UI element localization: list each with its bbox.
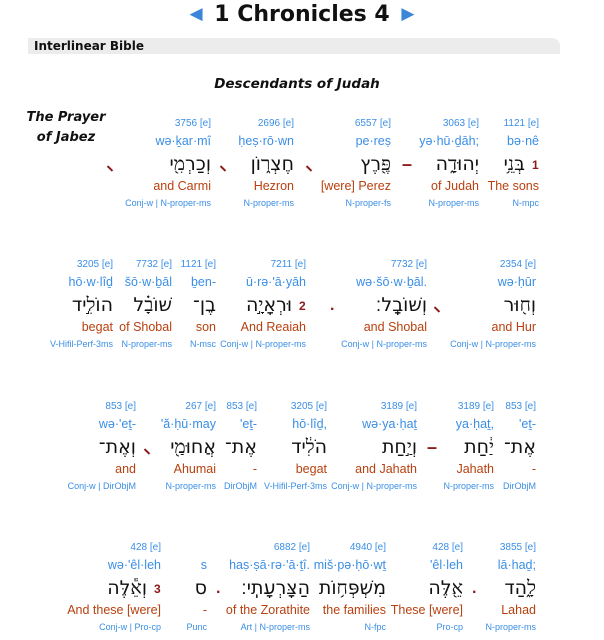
strong-number-link[interactable]: 7732 [e]	[390, 259, 427, 270]
strong-number-link[interactable]: 1121 [e]	[503, 118, 539, 129]
comma-separator	[107, 165, 113, 171]
section-bar-label: Interlinear Bible	[34, 39, 145, 53]
english-gloss: the families	[322, 603, 386, 617]
hebrew-word[interactable]: אֵ֖לֶּה	[428, 577, 463, 599]
transliteration: hō·lîḏ,	[292, 417, 327, 431]
hebrew-word[interactable]: אֶת־	[503, 436, 536, 458]
english-gloss: The sons	[487, 179, 539, 193]
transliteration: wə·'êl·leh	[107, 558, 161, 572]
comma-separator	[434, 306, 440, 312]
hebrew-word[interactable]: הֹלִ֔יד	[291, 436, 327, 458]
dash-separator: –	[402, 154, 413, 174]
english-gloss: of Judah	[431, 179, 479, 193]
hebrew-word[interactable]: מִשְׁפְּח֥וֹת	[318, 577, 386, 599]
strong-number-link[interactable]: 267 [e]	[185, 401, 216, 412]
transliteration: haṣ·ṣā·rə·'ā·ṯî.	[229, 558, 310, 572]
hebrew-word[interactable]: וְיַ֣חַת	[381, 436, 417, 458]
strong-number-link[interactable]: 428 [e]	[130, 542, 161, 553]
morphology-link[interactable]: N-proper-ms	[443, 481, 494, 491]
transliteration: 'eṯ-	[519, 417, 536, 431]
morphology-link[interactable]: Conj-w | N-proper-ms	[341, 339, 427, 349]
hebrew-word[interactable]: וְאֵ֕לֶּה	[107, 577, 147, 599]
previous-chapter-icon[interactable]: ◀	[189, 4, 203, 24]
next-chapter-icon[interactable]: ▶	[401, 4, 415, 24]
hebrew-word[interactable]: וְאֶת־	[98, 436, 136, 458]
comma-separator	[306, 165, 312, 171]
strong-number-link[interactable]: 6882 [e]	[273, 542, 310, 553]
hebrew-word[interactable]: לָ֑הַד	[504, 577, 536, 599]
strong-number-link[interactable]: 3756 [e]	[174, 118, 211, 129]
transliteration: 'eṯ-	[240, 417, 257, 431]
section-bar	[28, 38, 560, 54]
hebrew-word[interactable]: יַ֔חַת	[464, 436, 494, 458]
morphology-link[interactable]: N-fpc	[364, 622, 386, 632]
chapter-title-text: 1 Chronicles 4	[214, 2, 390, 27]
morphology-link[interactable]: N-proper-ms	[485, 622, 536, 632]
strong-number-link[interactable]: 428 [e]	[432, 542, 463, 553]
strong-number-link[interactable]: 7211 [e]	[270, 259, 306, 270]
strong-number-link[interactable]: 3855 [e]	[499, 542, 536, 553]
transliteration: wə·ya·ḥaṯ	[362, 417, 417, 431]
strong-number-link[interactable]: 853 [e]	[105, 401, 136, 412]
english-gloss: And these [were]	[67, 603, 161, 617]
hebrew-word[interactable]: בְּנֵ֥י	[503, 153, 525, 175]
transliteration: ḇen-	[190, 275, 216, 289]
transliteration: yə·hū·ḏāh;	[419, 134, 479, 148]
morphology-link[interactable]: DirObjM	[503, 481, 536, 491]
hebrew-word[interactable]: חֶצְר֑וֹן	[250, 153, 294, 175]
strong-number-link[interactable]: 7732 [e]	[135, 259, 172, 270]
dash-separator: –	[427, 437, 438, 457]
morphology-link[interactable]: V-Hifil-Perf-3ms	[49, 339, 113, 349]
morphology-link[interactable]: Conj-w | N-proper-ms	[450, 339, 536, 349]
strong-number-link[interactable]: 1121 [e]	[180, 259, 216, 270]
morphology-link[interactable]: Conj-w | N-proper-ms	[125, 198, 211, 208]
side-heading: The Prayer of Jabez	[26, 110, 106, 145]
period-separator: .	[330, 297, 335, 314]
transliteration: wə·ḵar·mî	[155, 134, 211, 148]
verse-number[interactable]: 3	[154, 582, 161, 596]
transliteration: bə·nê	[507, 134, 539, 148]
transliteration: lā·haḏ;	[497, 558, 536, 572]
english-gloss: begat	[295, 462, 327, 476]
verse-number[interactable]: 2	[299, 299, 306, 313]
transliteration: wə·ḥūr	[497, 275, 536, 289]
morphology-link[interactable]: DirObjM	[224, 481, 257, 491]
transliteration: 'ă·ḥū·may	[160, 417, 216, 431]
comma-separator	[220, 165, 226, 171]
passage-heading: Descendants of Judah	[214, 76, 380, 92]
verse-number[interactable]: 1	[532, 158, 539, 172]
morphology-link[interactable]: Art | N-proper-ms	[240, 622, 310, 632]
english-gloss: Hezron	[253, 179, 294, 193]
hebrew-word[interactable]: וּרְאָיָ֣ה	[246, 294, 292, 316]
strong-number-link[interactable]: 3205 [e]	[290, 401, 327, 412]
morphology-link[interactable]: N-msc	[190, 339, 216, 349]
transliteration: ū·rə·'ā·yāh	[245, 275, 306, 289]
hebrew-word[interactable]: וְכַרְמִ֖י	[169, 153, 211, 175]
transliteration: hō·w·lîḏ	[68, 275, 113, 289]
transliteration: s	[200, 558, 207, 572]
morphology-link[interactable]: N-proper-ms	[428, 198, 479, 208]
transliteration: wə·'eṯ-	[98, 417, 136, 431]
morphology-link[interactable]: V-Hifil-Perf-3ms	[263, 481, 327, 491]
english-gloss: Ahumai	[173, 462, 216, 476]
english-gloss: of Shobal	[119, 320, 172, 334]
strong-number-link[interactable]: 3063 [e]	[442, 118, 479, 129]
strong-number-link[interactable]: 6557 [e]	[354, 118, 391, 129]
strong-number-link[interactable]: 4940 [e]	[349, 542, 386, 553]
morphology-link[interactable]: N-proper-ms	[165, 481, 216, 491]
english-gloss: and Hur	[491, 320, 536, 334]
english-gloss: and	[115, 462, 136, 476]
hebrew-word[interactable]: וְח֖וּר	[503, 294, 536, 316]
hebrew-word[interactable]: אֶת־	[224, 436, 257, 458]
morphology-link[interactable]: Conj-w | N-proper-ms	[220, 339, 306, 349]
strong-number-link[interactable]: 2696 [e]	[257, 118, 294, 129]
strong-number-link[interactable]: 3189 [e]	[457, 401, 494, 412]
english-gloss: These [were]	[390, 603, 463, 617]
english-gloss: and Jahath	[355, 462, 417, 476]
morphology-link[interactable]: Conj-w | DirObjM	[67, 481, 136, 491]
transliteration: šō·w·ḇāl	[124, 275, 172, 289]
transliteration: wə·šō·w·ḇāl.	[356, 275, 427, 289]
hebrew-word[interactable]: ס	[194, 577, 207, 599]
morphology-link[interactable]: Punc	[186, 622, 207, 632]
english-gloss: -	[531, 462, 536, 476]
hebrew-word[interactable]: וְשׁוֹבָֽל׃	[375, 294, 427, 316]
hebrew-word[interactable]: בֶן־	[192, 294, 216, 316]
morphology-link[interactable]: N-mpc	[512, 198, 539, 208]
hebrew-word[interactable]: אֲחוּמַ֖י	[170, 436, 216, 458]
english-gloss: [were] Perez	[320, 179, 391, 193]
period-separator: .	[216, 580, 221, 597]
english-gloss: and Shobal	[363, 320, 427, 334]
hebrew-word[interactable]: שׁוֹבָ֗ל	[133, 294, 172, 316]
morphology-link[interactable]: N-proper-ms	[121, 339, 172, 349]
hebrew-word[interactable]: פֶּ֖רֶץ	[360, 153, 391, 175]
transliteration: ḥeṣ·rō·wn	[238, 134, 294, 148]
transliteration: 'êl·leh	[430, 558, 463, 572]
period-separator: .	[472, 580, 477, 597]
english-gloss: of the Zorathite	[225, 603, 310, 617]
strong-number-link[interactable]: 853 [e]	[505, 401, 536, 412]
strong-number-link[interactable]: 3205 [e]	[76, 259, 113, 270]
transliteration: pe·reṣ	[355, 134, 391, 148]
chapter-title	[0, 2, 604, 27]
hebrew-word[interactable]: הַצָּרְעָתִֽי׃	[241, 577, 310, 599]
morphology-link[interactable]: N-proper-ms	[243, 198, 294, 208]
english-gloss: And Reaiah	[240, 320, 306, 334]
transliteration: ya·ḥaṯ,	[455, 417, 494, 431]
english-gloss: -	[202, 603, 207, 617]
morphology-link[interactable]: Conj-w | Pro-cp	[99, 622, 161, 632]
transliteration: miš·pə·ḥō·wṯ	[313, 558, 386, 572]
hebrew-word[interactable]: יְהוּדָ֑ה	[435, 153, 479, 175]
morphology-link[interactable]: Conj-w | N-proper-ms	[331, 481, 417, 491]
english-gloss: Jahath	[456, 462, 494, 476]
strong-number-link[interactable]: 3189 [e]	[380, 401, 417, 412]
english-gloss: begat	[81, 320, 113, 334]
english-gloss: -	[252, 462, 257, 476]
comma-separator	[144, 448, 150, 454]
english-gloss: son	[195, 320, 216, 334]
morphology-link[interactable]: Pro-cp	[436, 622, 463, 632]
english-gloss: and Carmi	[153, 179, 211, 193]
english-gloss: Lahad	[501, 603, 536, 617]
strong-number-link[interactable]: 853 [e]	[226, 401, 257, 412]
hebrew-word[interactable]: הוֹלִ֣יד	[71, 294, 113, 316]
morphology-link[interactable]: N-proper-fs	[345, 198, 391, 208]
strong-number-link[interactable]: 2354 [e]	[499, 259, 536, 270]
